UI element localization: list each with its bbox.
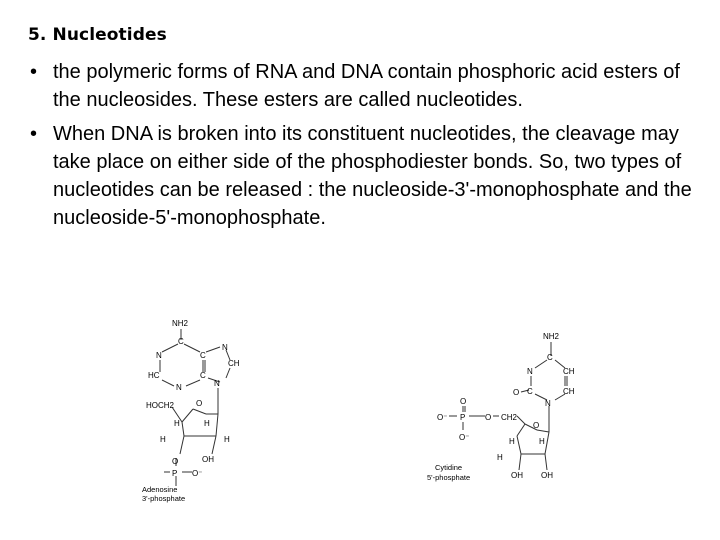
bullet-text: When DNA is broken into its constituent nucleotides, the cleavage may take place on either side of the phosphodiester bonds. So, two types of nucleotides can be released : the nucleoside-3'-monophosphate and the nucleoside-5'-monophosphate. (53, 123, 692, 229)
oh-label: OH (202, 455, 214, 464)
nh2-label: NH2 (172, 319, 189, 328)
hc2-label: HC (148, 371, 160, 380)
h-label: H (539, 437, 545, 446)
nh2-label: NH2 (543, 332, 560, 341)
cytidine-5-phosphate-structure (425, 328, 595, 493)
bullet-item (28, 120, 708, 232)
o-minus-label: O⁻ (437, 413, 448, 422)
c5-label: C (200, 351, 206, 360)
o-label: O (460, 397, 467, 406)
p-label: P (460, 413, 466, 422)
c5-label: CH (563, 367, 575, 376)
hoch2-label: HOCH2 (146, 401, 175, 410)
adenosine-caption-sub: 3'-phosphate (142, 494, 186, 503)
cytidine-caption-sub: 5'-phosphate (427, 473, 471, 482)
bullet-icon: • (30, 61, 38, 83)
o-label: O (485, 413, 492, 422)
o-label: O (513, 388, 520, 397)
n1-label: N (156, 351, 162, 360)
o-label: O (172, 457, 179, 466)
c8-label: CH (228, 359, 240, 368)
adenosine-3-phosphate-structure (138, 314, 248, 509)
c2-label: C (527, 387, 533, 396)
slide-title: 5. Nucleotides (28, 25, 167, 45)
n7-label: N (222, 343, 228, 352)
c6-label: CH (563, 387, 575, 396)
o-minus-label: O⁻ (192, 469, 203, 478)
bullet-item (28, 58, 708, 114)
oh-label: OH (541, 471, 553, 480)
h-label: H (497, 453, 503, 462)
c4-label: C (547, 353, 553, 362)
n1-label: N (545, 399, 551, 408)
adenosine-structure-drawing (138, 314, 248, 504)
bullet-text: the polymeric forms of RNA and DNA contain phosphoric acid esters of the nucleosides. These esters are called nucleotides. (53, 61, 680, 111)
h-label: H (160, 435, 166, 444)
o-minus-label: O⁻ (459, 433, 470, 442)
ring-o-label: O (196, 399, 203, 408)
cytidine-structure-drawing (425, 328, 595, 488)
adenosine-caption: Adenosine (142, 485, 178, 494)
h-label: H (509, 437, 515, 446)
h-label: H (174, 419, 180, 428)
n3-label: N (527, 367, 533, 376)
h-label: H (224, 435, 230, 444)
c4-label: C (200, 371, 206, 380)
oh-label: OH (511, 471, 523, 480)
cytidine-caption: Cytidine (435, 463, 463, 472)
ring-o-label: O (533, 421, 540, 430)
c6-label: C (178, 337, 184, 346)
n3-label: N (176, 383, 182, 392)
bullet-icon: • (30, 123, 38, 145)
p-label: P (172, 469, 178, 478)
n9-label: N (214, 379, 220, 388)
bullet-list (28, 58, 708, 238)
ch2-label: CH2 (501, 413, 518, 422)
h-label: H (204, 419, 210, 428)
